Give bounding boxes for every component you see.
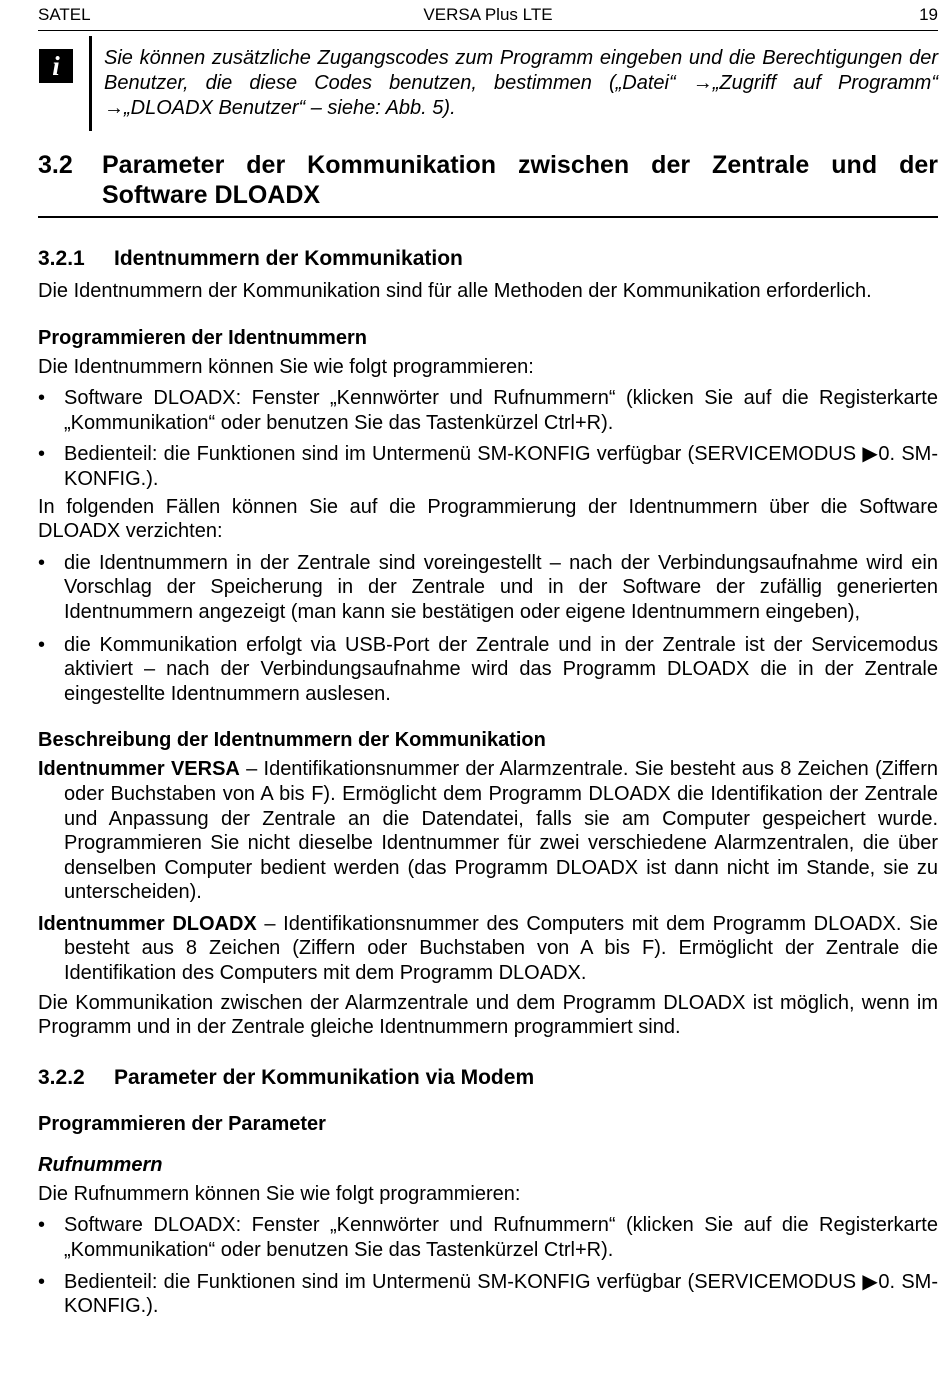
definition-dloadx: [38, 912, 938, 986]
paragraph: Die Kommunikation zwischen der Alarmzentrale und dem Programm DLOADX ist möglich, wenn im Programm und in der Zentrale gleiche Identnummern programmiert sind.: [38, 991, 938, 1039]
list-item: • die Kommunikation erfolgt via USB-Port der Zentrale und in der Zentrale ist der Servicemodus aktiviert – nach der Verbindungsaufnahme wird das Programm DLOADX die in der Zentrale eingestellte Identnummern auslesen.: [38, 633, 938, 707]
info-icon: i: [39, 49, 73, 83]
definition-text: – Identifikationsnummer der Alarmzentrale. Sie besteht aus 8 Zeichen (Ziffern oder Buchstaben von A bis F). Ermöglicht dem Programm DLOADX die Identifikation der Zentrale und Anpassung der Zentrale an die Datendatei, falls sie am Computer gespeichert wurde. Programmieren Sie nicht dieselbe Identnummer für zwei verschiedene Alarmzentralen, die über denselben Computer bedient werden (das Programm DLOADX ist dann nicht im Stande, sie zu unterscheiden).: [64, 758, 938, 904]
paragraph: Die Rufnummern können Sie wie folgt programmieren:: [38, 1182, 521, 1205]
definition-term: Identnummer VERSA: [38, 758, 240, 781]
definition-text: – Identifikationsnummer des Computers mit dem Programm DLOADX. Sie besteht aus 8 Zeichen (Ziffern oder Buchstaben von A bis F). Ermöglicht der Zentrale die Identifikation des Computers mit dem Programm DLOADX.: [64, 912, 939, 985]
subsection-number: 3.2.2: [38, 1065, 85, 1089]
subsection-heading-2: [38, 1065, 938, 1091]
list-item: • die Identnummern in der Zentrale sind voreingestellt – nach der Verbindungsaufnahme wird ein Vorschlag der Speicherung in der Zentrale und in der Software der zufällig generierten Identnummern angezeigt (man kann sie bestätigen oder eigene Identnummern eingeben),: [38, 551, 938, 625]
paragraph: Die Identnummern der Kommunikation sind für alle Methoden der Kommunikation erforderlich.: [38, 280, 872, 302]
list-item: • Software DLOADX: Fenster „Kennwörter und Rufnummern“ (klicken Sie auf die Registerkarte „Kommunikation“ oder benutzen Sie das Tastenkürzel Ctrl+R).: [38, 386, 938, 435]
bullet-list: [38, 386, 938, 491]
subsection-heading-1: [38, 246, 938, 272]
page-header: [38, 0, 938, 31]
document-page: [38, 0, 938, 1319]
info-note: [38, 34, 938, 131]
subsection-number: 3.2.1: [38, 247, 85, 270]
subheading: Programmieren der Identnummern: [38, 326, 367, 349]
section-number: 3.2: [38, 151, 73, 179]
definition-versa: [38, 757, 938, 905]
header-product: VERSA Plus LTE: [423, 5, 553, 24]
list-item: • Software DLOADX: Fenster „Kennwörter und Rufnummern“ (klicken Sie auf die Registerkarte „Kommunikation“ oder benutzen Sie das Tastenkürzel Ctrl+R).: [38, 1213, 938, 1262]
subsection-title: Parameter der Kommunikation via Modem: [114, 1065, 535, 1089]
list-item: • Bedienteil: die Funktionen sind im Untermenü SM-KONFIG verfügbar (SERVICEMODUS ▶0. SM-KONFIG.).: [38, 442, 938, 491]
subheading: Beschreibung der Identnummern der Kommunikation: [38, 729, 546, 752]
section-title: Parameter der Kommunikation zwischen der Zentrale und der Software DLOADX: [102, 151, 938, 209]
note-divider: [89, 36, 92, 131]
section-heading: [38, 150, 938, 218]
subsection-title: Identnummern der Kommunikation: [114, 247, 463, 270]
subheading-italic: Rufnummern: [38, 1153, 163, 1176]
paragraph: Die Identnummern können Sie wie folgt programmieren:: [38, 355, 534, 378]
paragraph: In folgenden Fällen können Sie auf die Programmierung der Identnummern über die Software DLOADX verzichten:: [38, 495, 938, 543]
note-text: Sie können zusätzliche Zugangscodes zum Programm eingeben und die Berechtigungen der Benutzer, die diese Codes benutzen, bestimmen („Datei“ →„Zugriff auf Programm“ →„DLOADX Benutzer“ – siehe: Abb. 5).: [104, 47, 938, 119]
header-brand: SATEL: [38, 5, 91, 24]
page-number: 19: [919, 5, 938, 24]
bullet-list: [38, 551, 938, 707]
list-item: • Bedienteil: die Funktionen sind im Untermenü SM-KONFIG verfügbar (SERVICEMODUS ▶0. SM-KONFIG.).: [38, 1270, 938, 1319]
bullet-list: [38, 1213, 938, 1318]
definition-term: Identnummer DLOADX: [38, 912, 257, 935]
subheading: Programmieren der Parameter: [38, 1112, 326, 1135]
